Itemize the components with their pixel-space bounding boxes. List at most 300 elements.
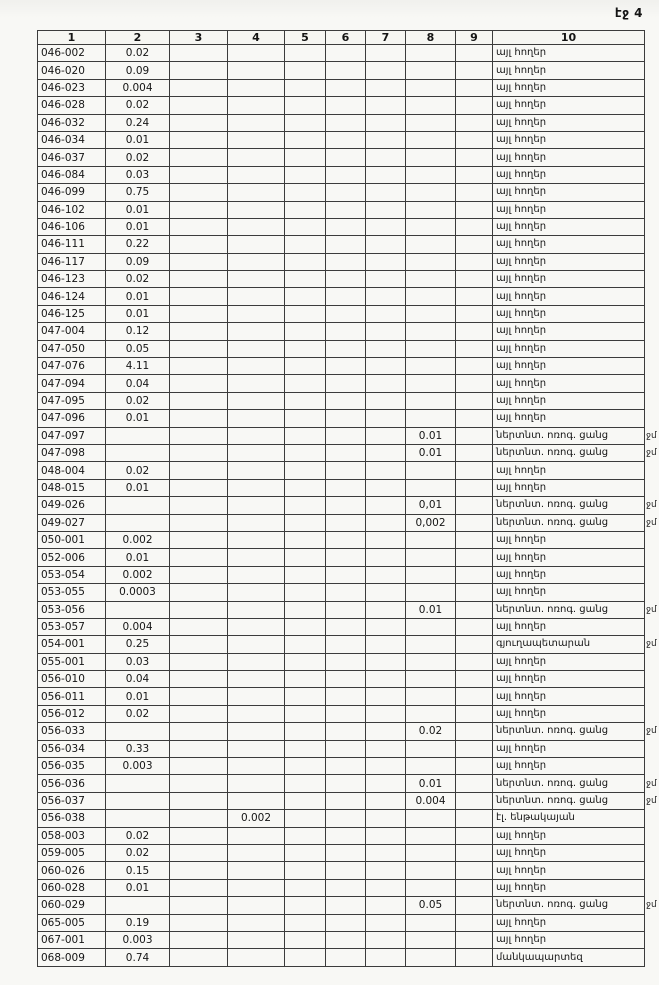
col3-cell xyxy=(170,827,228,844)
margin-note xyxy=(645,653,659,670)
area-col8-cell xyxy=(406,271,456,288)
table-row xyxy=(38,392,659,409)
col4-cell xyxy=(228,584,285,601)
col4-cell xyxy=(228,236,285,253)
col5-cell xyxy=(285,444,326,461)
col5-cell xyxy=(285,340,326,357)
col3-cell xyxy=(170,323,228,340)
col4-cell xyxy=(228,514,285,531)
col5-cell xyxy=(285,497,326,514)
table-row xyxy=(38,862,659,879)
area-col2-cell: 0.01 xyxy=(106,201,170,218)
margin-note xyxy=(645,131,659,148)
land-use-cell: այլ հողեր xyxy=(493,410,645,427)
col5-cell xyxy=(285,149,326,166)
table-row xyxy=(38,897,659,914)
margin-note xyxy=(645,271,659,288)
table-row xyxy=(38,97,659,114)
col5-cell xyxy=(285,514,326,531)
margin-note: ջմ xyxy=(646,604,657,615)
margin-note xyxy=(645,531,659,548)
col4-cell xyxy=(228,358,285,375)
col9-cell xyxy=(456,775,493,792)
col5-cell xyxy=(285,740,326,757)
col4-cell xyxy=(228,723,285,740)
area-col2-cell: 0.02 xyxy=(106,45,170,62)
area-col8-cell xyxy=(406,305,456,322)
area-col2-cell: 0.04 xyxy=(106,671,170,688)
parcel-code-cell: 056-037 xyxy=(38,792,106,809)
area-col2-cell: 0.02 xyxy=(106,271,170,288)
col7-cell xyxy=(366,758,406,775)
area-col2-cell xyxy=(106,775,170,792)
parcel-code-cell: 053-056 xyxy=(38,601,106,618)
land-use-cell: ներտնտ. ոռոգ. ցանց xyxy=(493,514,645,531)
column-header-3: 3 xyxy=(170,31,228,45)
land-use-cell: այլ հողեր xyxy=(493,914,645,931)
col4-cell xyxy=(228,549,285,566)
area-col8-cell xyxy=(406,253,456,270)
col3-cell xyxy=(170,931,228,948)
col4-cell xyxy=(228,671,285,688)
margin-note xyxy=(645,340,659,357)
col5-cell xyxy=(285,862,326,879)
col9-cell xyxy=(456,653,493,670)
col5-cell xyxy=(285,688,326,705)
table-row xyxy=(38,792,659,809)
col7-cell xyxy=(366,740,406,757)
col6-cell xyxy=(326,358,366,375)
col9-cell xyxy=(456,444,493,461)
area-col2-cell: 0.02 xyxy=(106,149,170,166)
col3-cell xyxy=(170,636,228,653)
margin-note xyxy=(645,323,659,340)
col3-cell xyxy=(170,584,228,601)
col4-cell xyxy=(228,775,285,792)
col3-cell xyxy=(170,792,228,809)
land-use-cell: ներտնտ. ոռոգ. ցանց xyxy=(493,427,645,444)
area-col2-cell: 0.003 xyxy=(106,758,170,775)
col7-cell xyxy=(366,549,406,566)
table-row xyxy=(38,236,659,253)
parcel-code-cell: 056-036 xyxy=(38,775,106,792)
land-use-cell: այլ հողեր xyxy=(493,305,645,322)
area-col2-cell: 0.02 xyxy=(106,705,170,722)
col7-cell xyxy=(366,497,406,514)
area-col8-cell xyxy=(406,236,456,253)
col4-cell xyxy=(228,653,285,670)
area-col8-cell xyxy=(406,392,456,409)
col9-cell xyxy=(456,497,493,514)
land-use-cell: մանկապարտեզ xyxy=(493,949,645,966)
col3-cell xyxy=(170,740,228,757)
col6-cell xyxy=(326,897,366,914)
col6-cell xyxy=(326,879,366,896)
col9-cell xyxy=(456,358,493,375)
land-use-cell: այլ հողեր xyxy=(493,201,645,218)
margin-note xyxy=(645,201,659,218)
col9-cell xyxy=(456,862,493,879)
col7-cell xyxy=(366,184,406,201)
col4-cell xyxy=(228,166,285,183)
col4-cell xyxy=(228,340,285,357)
land-use-cell: այլ հողեր xyxy=(493,323,645,340)
col7-cell xyxy=(366,862,406,879)
table-row xyxy=(38,201,659,218)
col7-cell xyxy=(366,671,406,688)
margin-note: ջմ xyxy=(646,517,657,528)
col6-cell xyxy=(326,688,366,705)
col4-cell xyxy=(228,705,285,722)
land-use-cell: ներտնտ. ոռոգ. ցանց xyxy=(493,601,645,618)
land-use-cell: այլ հողեր xyxy=(493,827,645,844)
col7-cell xyxy=(366,97,406,114)
col7-cell xyxy=(366,45,406,62)
col3-cell xyxy=(170,914,228,931)
table-row xyxy=(38,931,659,948)
area-col8-cell xyxy=(406,618,456,635)
col6-cell xyxy=(326,949,366,966)
land-use-cell: այլ հողեր xyxy=(493,653,645,670)
col6-cell xyxy=(326,236,366,253)
area-col8-cell: 0.004 xyxy=(406,792,456,809)
col9-cell xyxy=(456,514,493,531)
col4-cell xyxy=(228,288,285,305)
col9-cell xyxy=(456,758,493,775)
table-row xyxy=(38,601,659,618)
col5-cell xyxy=(285,462,326,479)
area-col2-cell: 0.004 xyxy=(106,618,170,635)
col9-cell xyxy=(456,201,493,218)
parcel-code-cell: 047-050 xyxy=(38,340,106,357)
col9-cell xyxy=(456,792,493,809)
col7-cell xyxy=(366,792,406,809)
area-col2-cell xyxy=(106,897,170,914)
col6-cell xyxy=(326,218,366,235)
table-row xyxy=(38,184,659,201)
margin-note: ջմ xyxy=(646,900,657,911)
column-header-8: 8 xyxy=(406,31,456,45)
margin-note xyxy=(645,949,659,966)
col4-cell xyxy=(228,149,285,166)
land-use-cell: այլ հողեր xyxy=(493,931,645,948)
area-col8-cell xyxy=(406,288,456,305)
col9-cell xyxy=(456,323,493,340)
land-use-cell: այլ հողեր xyxy=(493,288,645,305)
area-col8-cell xyxy=(406,166,456,183)
col3-cell xyxy=(170,253,228,270)
land-use-cell: այլ հողեր xyxy=(493,618,645,635)
col3-cell xyxy=(170,514,228,531)
col3-cell xyxy=(170,236,228,253)
table-row xyxy=(38,253,659,270)
margin-note xyxy=(645,149,659,166)
col9-cell xyxy=(456,184,493,201)
col6-cell xyxy=(326,844,366,861)
table-row xyxy=(38,444,659,461)
col7-cell xyxy=(366,949,406,966)
col6-cell xyxy=(326,305,366,322)
col9-cell xyxy=(456,236,493,253)
area-col8-cell: 0.01 xyxy=(406,601,456,618)
area-col2-cell: 0.01 xyxy=(106,305,170,322)
col7-cell xyxy=(366,131,406,148)
area-col2-cell: 0.15 xyxy=(106,862,170,879)
area-col8-cell xyxy=(406,323,456,340)
area-col8-cell: 0.01 xyxy=(406,427,456,444)
col9-cell xyxy=(456,827,493,844)
col3-cell xyxy=(170,45,228,62)
table-row xyxy=(38,879,659,896)
area-col2-cell: 0.002 xyxy=(106,566,170,583)
area-col2-cell: 0.04 xyxy=(106,375,170,392)
column-header-10: 10 xyxy=(493,31,645,45)
parcel-code-cell: 065-005 xyxy=(38,914,106,931)
col9-cell xyxy=(456,740,493,757)
col9-cell xyxy=(456,479,493,496)
col7-cell xyxy=(366,688,406,705)
parcel-code-cell: 058-003 xyxy=(38,827,106,844)
col3-cell xyxy=(170,618,228,635)
parcel-code-cell: 046-023 xyxy=(38,79,106,96)
col6-cell xyxy=(326,271,366,288)
col7-cell xyxy=(366,566,406,583)
col7-cell xyxy=(366,305,406,322)
table-row xyxy=(38,949,659,966)
land-use-cell: այլ հողեր xyxy=(493,531,645,548)
col6-cell xyxy=(326,931,366,948)
margin-note xyxy=(645,914,659,931)
table-row xyxy=(38,584,659,601)
col4-cell xyxy=(228,879,285,896)
col9-cell xyxy=(456,271,493,288)
col3-cell xyxy=(170,392,228,409)
col9-cell xyxy=(456,166,493,183)
area-col8-cell: 0,002 xyxy=(406,514,456,531)
col3-cell xyxy=(170,758,228,775)
col3-cell xyxy=(170,201,228,218)
col7-cell xyxy=(366,114,406,131)
table-row xyxy=(38,636,659,653)
area-col8-cell xyxy=(406,410,456,427)
col7-cell xyxy=(366,427,406,444)
col3-cell xyxy=(170,358,228,375)
col5-cell xyxy=(285,131,326,148)
col3-cell xyxy=(170,723,228,740)
area-col8-cell xyxy=(406,740,456,757)
area-col2-cell: 0.03 xyxy=(106,653,170,670)
area-col8-cell xyxy=(406,705,456,722)
area-col8-cell: 0.01 xyxy=(406,775,456,792)
parcel-code-cell: 046-028 xyxy=(38,97,106,114)
col6-cell xyxy=(326,914,366,931)
table-row xyxy=(38,62,659,79)
col6-cell xyxy=(326,775,366,792)
area-col8-cell xyxy=(406,375,456,392)
col9-cell xyxy=(456,305,493,322)
parcel-code-cell: 056-033 xyxy=(38,723,106,740)
area-col2-cell: 0.01 xyxy=(106,218,170,235)
margin-note xyxy=(645,236,659,253)
col5-cell xyxy=(285,810,326,827)
col7-cell xyxy=(366,827,406,844)
parcel-code-cell: 056-034 xyxy=(38,740,106,757)
margin-note: ջմ xyxy=(646,795,657,806)
col9-cell xyxy=(456,410,493,427)
col6-cell xyxy=(326,653,366,670)
col6-cell xyxy=(326,549,366,566)
parcel-code-cell: 046-084 xyxy=(38,166,106,183)
parcel-code-cell: 052-006 xyxy=(38,549,106,566)
col7-cell xyxy=(366,810,406,827)
parcel-code-cell: 046-102 xyxy=(38,201,106,218)
area-col2-cell xyxy=(106,723,170,740)
col9-cell xyxy=(456,427,493,444)
col6-cell xyxy=(326,45,366,62)
area-col2-cell: 0.75 xyxy=(106,184,170,201)
col6-cell xyxy=(326,566,366,583)
area-col2-cell: 0.0003 xyxy=(106,584,170,601)
col4-cell xyxy=(228,531,285,548)
col6-cell xyxy=(326,810,366,827)
col9-cell xyxy=(456,914,493,931)
col5-cell xyxy=(285,792,326,809)
col5-cell xyxy=(285,601,326,618)
col5-cell xyxy=(285,323,326,340)
col4-cell xyxy=(228,618,285,635)
col3-cell xyxy=(170,566,228,583)
col5-cell xyxy=(285,218,326,235)
col9-cell xyxy=(456,566,493,583)
area-col2-cell: 0.02 xyxy=(106,844,170,861)
parcel-code-cell: 050-001 xyxy=(38,531,106,548)
parcel-code-cell: 046-117 xyxy=(38,253,106,270)
col3-cell xyxy=(170,653,228,670)
col6-cell xyxy=(326,705,366,722)
area-col2-cell: 0.01 xyxy=(106,131,170,148)
table-row xyxy=(38,149,659,166)
parcel-code-cell: 053-057 xyxy=(38,618,106,635)
margin-note xyxy=(645,931,659,948)
col9-cell xyxy=(456,601,493,618)
col3-cell xyxy=(170,775,228,792)
land-register-table xyxy=(37,30,659,967)
area-col8-cell xyxy=(406,879,456,896)
column-header-9: 9 xyxy=(456,31,493,45)
margin-note xyxy=(645,253,659,270)
parcel-code-cell: 047-094 xyxy=(38,375,106,392)
col7-cell xyxy=(366,340,406,357)
col6-cell xyxy=(326,636,366,653)
col4-cell xyxy=(228,410,285,427)
area-col8-cell xyxy=(406,566,456,583)
area-col2-cell: 0.002 xyxy=(106,531,170,548)
parcel-code-cell: 046-124 xyxy=(38,288,106,305)
margin-note xyxy=(645,410,659,427)
area-col8-cell xyxy=(406,479,456,496)
col5-cell xyxy=(285,827,326,844)
col6-cell xyxy=(326,827,366,844)
col7-cell xyxy=(366,218,406,235)
margin-note xyxy=(645,479,659,496)
col3-cell xyxy=(170,427,228,444)
col9-cell xyxy=(456,636,493,653)
area-col8-cell: 0,01 xyxy=(406,497,456,514)
col7-cell xyxy=(366,149,406,166)
col5-cell xyxy=(285,236,326,253)
col9-cell xyxy=(456,705,493,722)
land-use-cell: այլ հողեր xyxy=(493,131,645,148)
area-col2-cell: 0.25 xyxy=(106,636,170,653)
col6-cell xyxy=(326,253,366,270)
col4-cell xyxy=(228,218,285,235)
col9-cell xyxy=(456,879,493,896)
col4-cell xyxy=(228,914,285,931)
col3-cell xyxy=(170,131,228,148)
col5-cell xyxy=(285,166,326,183)
col4-cell xyxy=(228,479,285,496)
land-use-cell: այլ հողեր xyxy=(493,566,645,583)
col7-cell xyxy=(366,358,406,375)
table-row xyxy=(38,653,659,670)
col4-cell xyxy=(228,201,285,218)
land-use-cell: այլ հողեր xyxy=(493,218,645,235)
col3-cell xyxy=(170,862,228,879)
table-row xyxy=(38,427,659,444)
col6-cell xyxy=(326,531,366,548)
margin-note xyxy=(645,375,659,392)
col9-cell xyxy=(456,97,493,114)
area-col2-cell: 0.24 xyxy=(106,114,170,131)
col6-cell xyxy=(326,166,366,183)
area-col8-cell xyxy=(406,149,456,166)
col9-cell xyxy=(456,688,493,705)
col3-cell xyxy=(170,879,228,896)
col6-cell xyxy=(326,149,366,166)
area-col2-cell: 0.09 xyxy=(106,62,170,79)
area-col8-cell xyxy=(406,62,456,79)
table-row xyxy=(38,549,659,566)
col4-cell xyxy=(228,444,285,461)
col3-cell xyxy=(170,601,228,618)
parcel-code-cell: 047-097 xyxy=(38,427,106,444)
col9-cell xyxy=(456,549,493,566)
margin-note: ջմ xyxy=(646,778,657,789)
col3-cell xyxy=(170,114,228,131)
col4-cell xyxy=(228,688,285,705)
col9-cell xyxy=(456,79,493,96)
col3-cell xyxy=(170,897,228,914)
col7-cell xyxy=(366,166,406,183)
margin-note: ջմ xyxy=(646,726,657,737)
col5-cell xyxy=(285,671,326,688)
table-row xyxy=(38,288,659,305)
parcel-code-cell: 048-004 xyxy=(38,462,106,479)
col6-cell xyxy=(326,514,366,531)
col3-cell xyxy=(170,340,228,357)
margin-note xyxy=(645,810,659,827)
col6-cell xyxy=(326,601,366,618)
col9-cell xyxy=(456,131,493,148)
col9-cell xyxy=(456,114,493,131)
column-header-4: 4 xyxy=(228,31,285,45)
parcel-code-cell: 056-011 xyxy=(38,688,106,705)
area-col2-cell: 0.02 xyxy=(106,462,170,479)
land-use-cell: այլ հողեր xyxy=(493,79,645,96)
area-col8-cell xyxy=(406,531,456,548)
table-row xyxy=(38,566,659,583)
margin-note xyxy=(645,584,659,601)
